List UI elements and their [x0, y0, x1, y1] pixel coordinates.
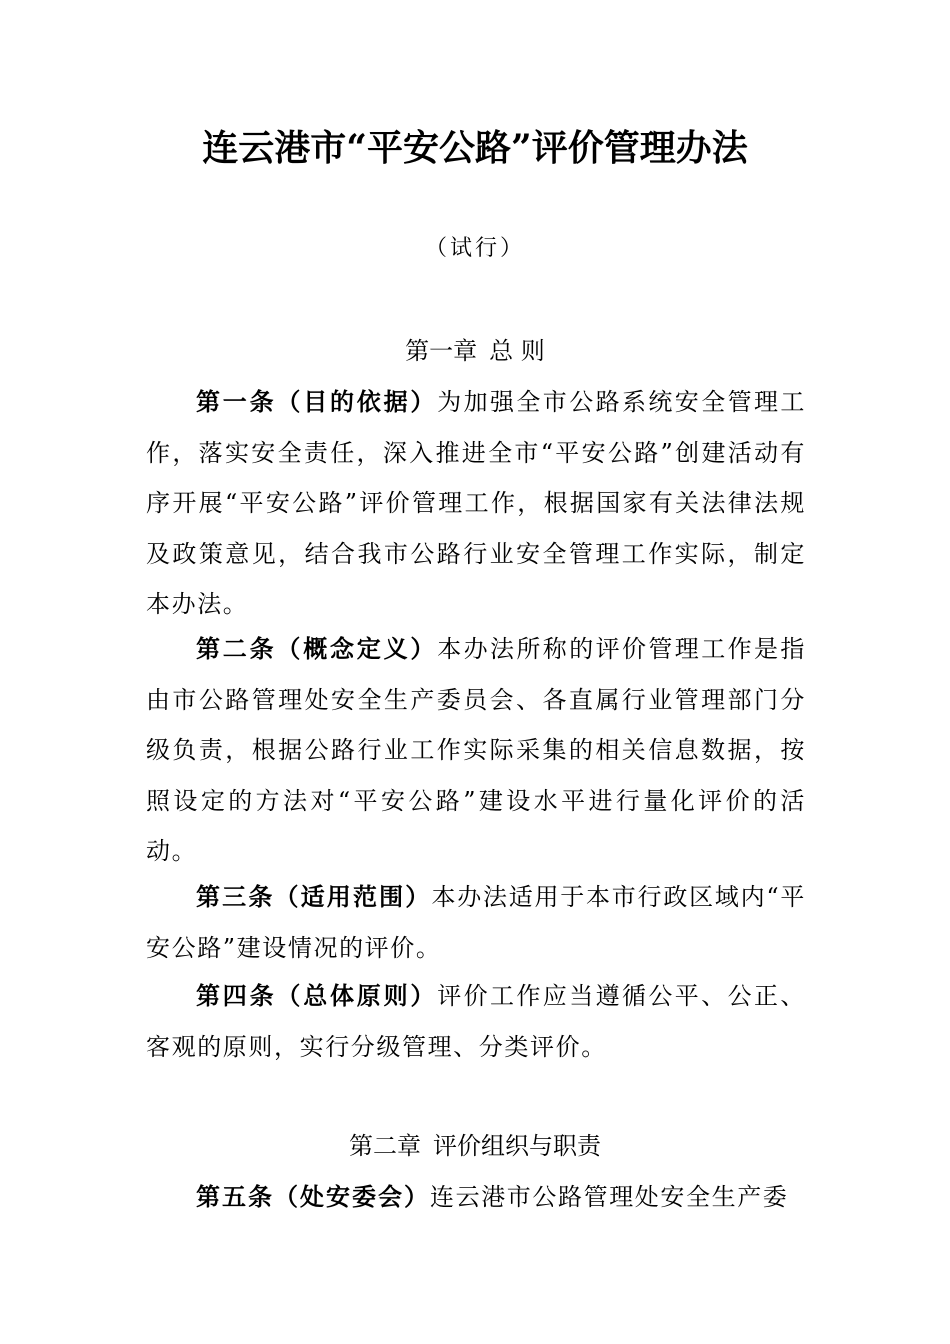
article-heading: 第四条（总体原则） — [196, 982, 438, 1010]
article-body: 连云港市公路管理处安全生产委 — [430, 1183, 789, 1211]
document-subtitle: （试行） — [424, 236, 525, 261]
article-paragraph-3 — [146, 872, 806, 973]
article-heading: 第五条（处安委会） — [196, 1183, 430, 1211]
article-paragraph-4 — [146, 971, 806, 1072]
article-body: 本办法适用于本市行政区域内“平安公路”建设情况的评价。 — [146, 883, 807, 962]
chapter-name: 评价组织与职责 — [433, 1132, 601, 1160]
document-title: 连云港市“平安公路”评价管理办法 — [202, 127, 748, 169]
article-body: 评价工作应当遵循公平、公正、客观的原则，实行分级管理、分类评价。 — [146, 982, 806, 1061]
article-heading: 第三条（适用范围） — [196, 883, 432, 911]
article-body: 为加强全市公路系统安全管理工作，落实安全责任，深入推进全市“平安公路”创建活动有序开展“平安公路”评价管理工作，根据国家有关法律法规及政策意见，结合我市公路行业安全管理工作实际，制定本办法。 — [146, 388, 806, 618]
chapter-heading-1 — [0, 333, 950, 369]
article-heading: 第二条（概念定义） — [196, 635, 438, 663]
chapter-name: 总 则 — [489, 337, 545, 365]
article-paragraph-5 — [146, 1172, 806, 1223]
article-heading: 第一条（目的依据） — [196, 388, 438, 416]
chapter-heading-2 — [0, 1128, 950, 1164]
article-body: 本办法所称的评价管理工作是指由市公路管理处安全生产委员会、各直属行业管理部门分级负责，根据公路行业工作实际采集的相关信息数据，按照设定的方法对“平安公路”建设水平进行量化评价的活动。 — [146, 635, 806, 865]
chapter-label: 第二章 — [349, 1132, 421, 1160]
article-paragraph-2 — [146, 624, 806, 877]
article-paragraph-1 — [146, 377, 806, 630]
chapter-label: 第一章 — [405, 337, 478, 365]
